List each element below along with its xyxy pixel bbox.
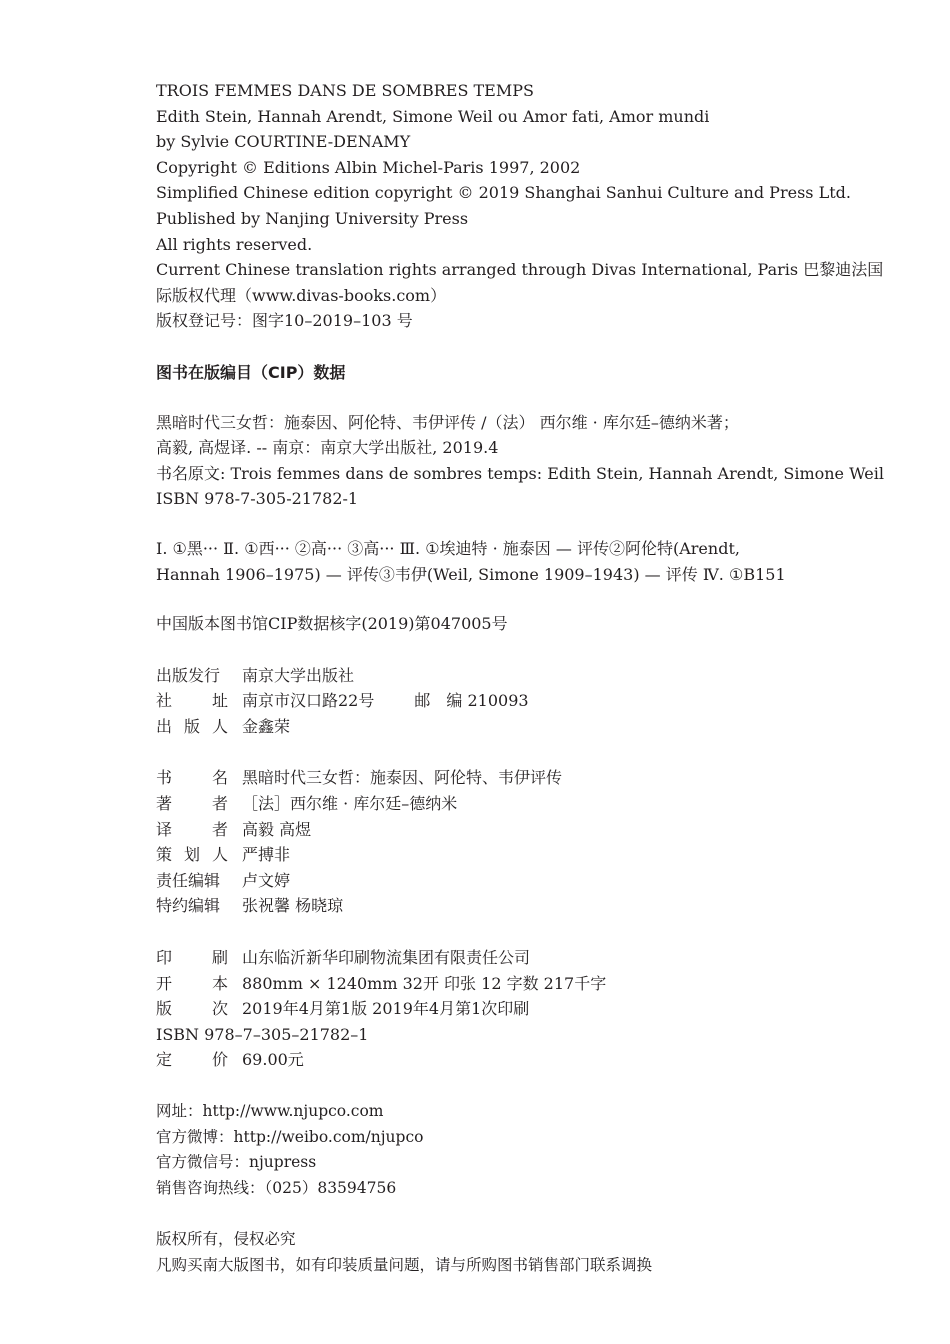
field-value: 张祝馨 杨晓琼 — [242, 896, 344, 916]
credit-row — [156, 893, 896, 919]
field-label: 策 划 人 — [156, 845, 228, 865]
field-label: 责任编辑 — [156, 870, 221, 890]
publisher-row — [156, 663, 896, 689]
rights-notice: 版权所有，侵权必究 — [156, 1230, 296, 1249]
field-value: 高毅 高煜 — [242, 819, 312, 839]
cip-record-line: 高毅, 高煜译. -- 南京：南京大学出版社, 2019.4 — [156, 438, 499, 458]
cip-record-line: 黑暗时代三女哲：施泰因、阿伦特、韦伊评传 /（法） 西尔维 · 库尔廷–德纳米著； — [156, 412, 739, 432]
field-value: 严搏非 — [242, 845, 291, 865]
field-value: 南京大学出版社 — [242, 665, 355, 685]
field-label: 译 者 — [156, 819, 228, 839]
contact-block — [156, 1099, 896, 1201]
original-subtitle: Edith Stein, Hannah Arendt, Simone Weil ou Amor fati, Amor mundi — [156, 106, 710, 126]
credit-row — [156, 868, 896, 894]
print-row — [156, 945, 896, 971]
field-value: 金鑫荣 — [242, 716, 291, 736]
field-label: 特约编辑 — [156, 896, 221, 916]
cip-verification-number: 中国版本图书馆CIP数据核字(2019)第047005号 — [156, 614, 508, 634]
field-value: 880mm × 1240mm 32开 印张 12 字数 217千字 — [242, 973, 607, 993]
credit-row — [156, 842, 896, 868]
field-label: 版 次 — [156, 999, 228, 1019]
publisher-statement: Published by Nanjing University Press — [156, 208, 469, 228]
book-credits-block — [156, 765, 896, 919]
rights-reserved: All rights reserved. — [156, 234, 313, 254]
isbn: ISBN 978–7–305–21782–1 — [156, 1024, 369, 1044]
field-value: 南京市汉口路22号 — [242, 691, 375, 711]
postcode-label: 邮 编 — [414, 691, 463, 711]
field-label: 著 者 — [156, 794, 228, 814]
print-row — [156, 971, 896, 997]
cip-classification-line: Hannah 1906–1975) — 评传③韦伊(Weil, Simone 1909–1943) — 评传 Ⅳ. ①B151 — [156, 564, 786, 584]
credit-row — [156, 817, 896, 843]
original-copyright: Copyright © Editions Albin Michel-Paris 1997, 2002 — [156, 157, 581, 177]
copyright-english-block — [156, 78, 896, 334]
printing-block — [156, 945, 896, 1073]
field-value: 山东临沂新华印刷物流集团有限责任公司 — [242, 948, 531, 968]
field-label: 出版发行 — [156, 665, 221, 685]
field-value: 2019年4月第1版 2019年4月第1次印刷 — [242, 999, 530, 1019]
quality-notice: 凡购买南大版图书，如有印装质量问题，请与所购图书销售部门联系调换 — [156, 1255, 653, 1274]
original-author: by Sylvie COURTINE-DENAMY — [156, 132, 411, 152]
cip-classification-line: Ⅰ. ①黑··· Ⅱ. ①西··· ②高··· ③高··· Ⅲ. ①埃迪特 · 施泰因 — 评传②阿伦特(Arendt, — [156, 538, 740, 558]
website: 网址：http://www.njupco.com — [156, 1102, 384, 1120]
address-row — [156, 688, 896, 714]
field-label: 开 本 — [156, 973, 228, 993]
translation-rights-agent: 际版权代理（www.divas-books.com） — [156, 285, 447, 305]
price-value: 69.00元 — [242, 1050, 304, 1070]
sales-hotline: 销售咨询热线：（025）83594756 — [156, 1178, 397, 1197]
credit-row — [156, 765, 896, 791]
chinese-edition-copyright: Simplified Chinese edition copyright © 2019 Shanghai Sanhui Culture and Press Ltd. — [156, 183, 851, 203]
cip-block — [156, 360, 896, 637]
field-label: 出 版 人 — [156, 716, 228, 736]
field-label: 印 刷 — [156, 948, 228, 968]
field-label: 社 址 — [156, 691, 228, 711]
field-label: 定 价 — [156, 1050, 228, 1070]
copyright-registration: 版权登记号：图字10–2019–103 号 — [156, 311, 413, 331]
publisher-block — [156, 663, 896, 740]
original-title: TROIS FEMMES DANS DE SOMBRES TEMPS — [156, 81, 534, 100]
cip-heading: 图书在版编目（CIP）数据 — [156, 362, 346, 382]
credit-row — [156, 791, 896, 817]
field-label: 书 名 — [156, 768, 228, 788]
field-value: ［法］西尔维 · 库尔廷–德纳米 — [242, 794, 458, 814]
wechat: 官方微信号：njupress — [156, 1153, 317, 1172]
price-row — [156, 1047, 896, 1073]
postcode-value: 210093 — [467, 691, 529, 711]
cip-record-line: 书名原文: Trois femmes dans de sombres temps: Edith Stein, Hannah Arendt, Simone Weil — [156, 463, 884, 483]
field-value: 卢文婷 — [242, 870, 291, 890]
copyright-page — [156, 78, 896, 1279]
cip-isbn: ISBN 978-7-305-21782-1 — [156, 489, 359, 509]
publisher-person-row — [156, 714, 896, 740]
field-value: 黑暗时代三女哲：施泰因、阿伦特、韦伊评传 — [242, 768, 563, 788]
notice-block — [156, 1227, 896, 1278]
print-row — [156, 996, 896, 1022]
weibo: 官方微博：http://weibo.com/njupco — [156, 1127, 424, 1146]
translation-rights: Current Chinese translation rights arranged through Divas International, Paris 巴黎迪法国 — [156, 260, 884, 280]
